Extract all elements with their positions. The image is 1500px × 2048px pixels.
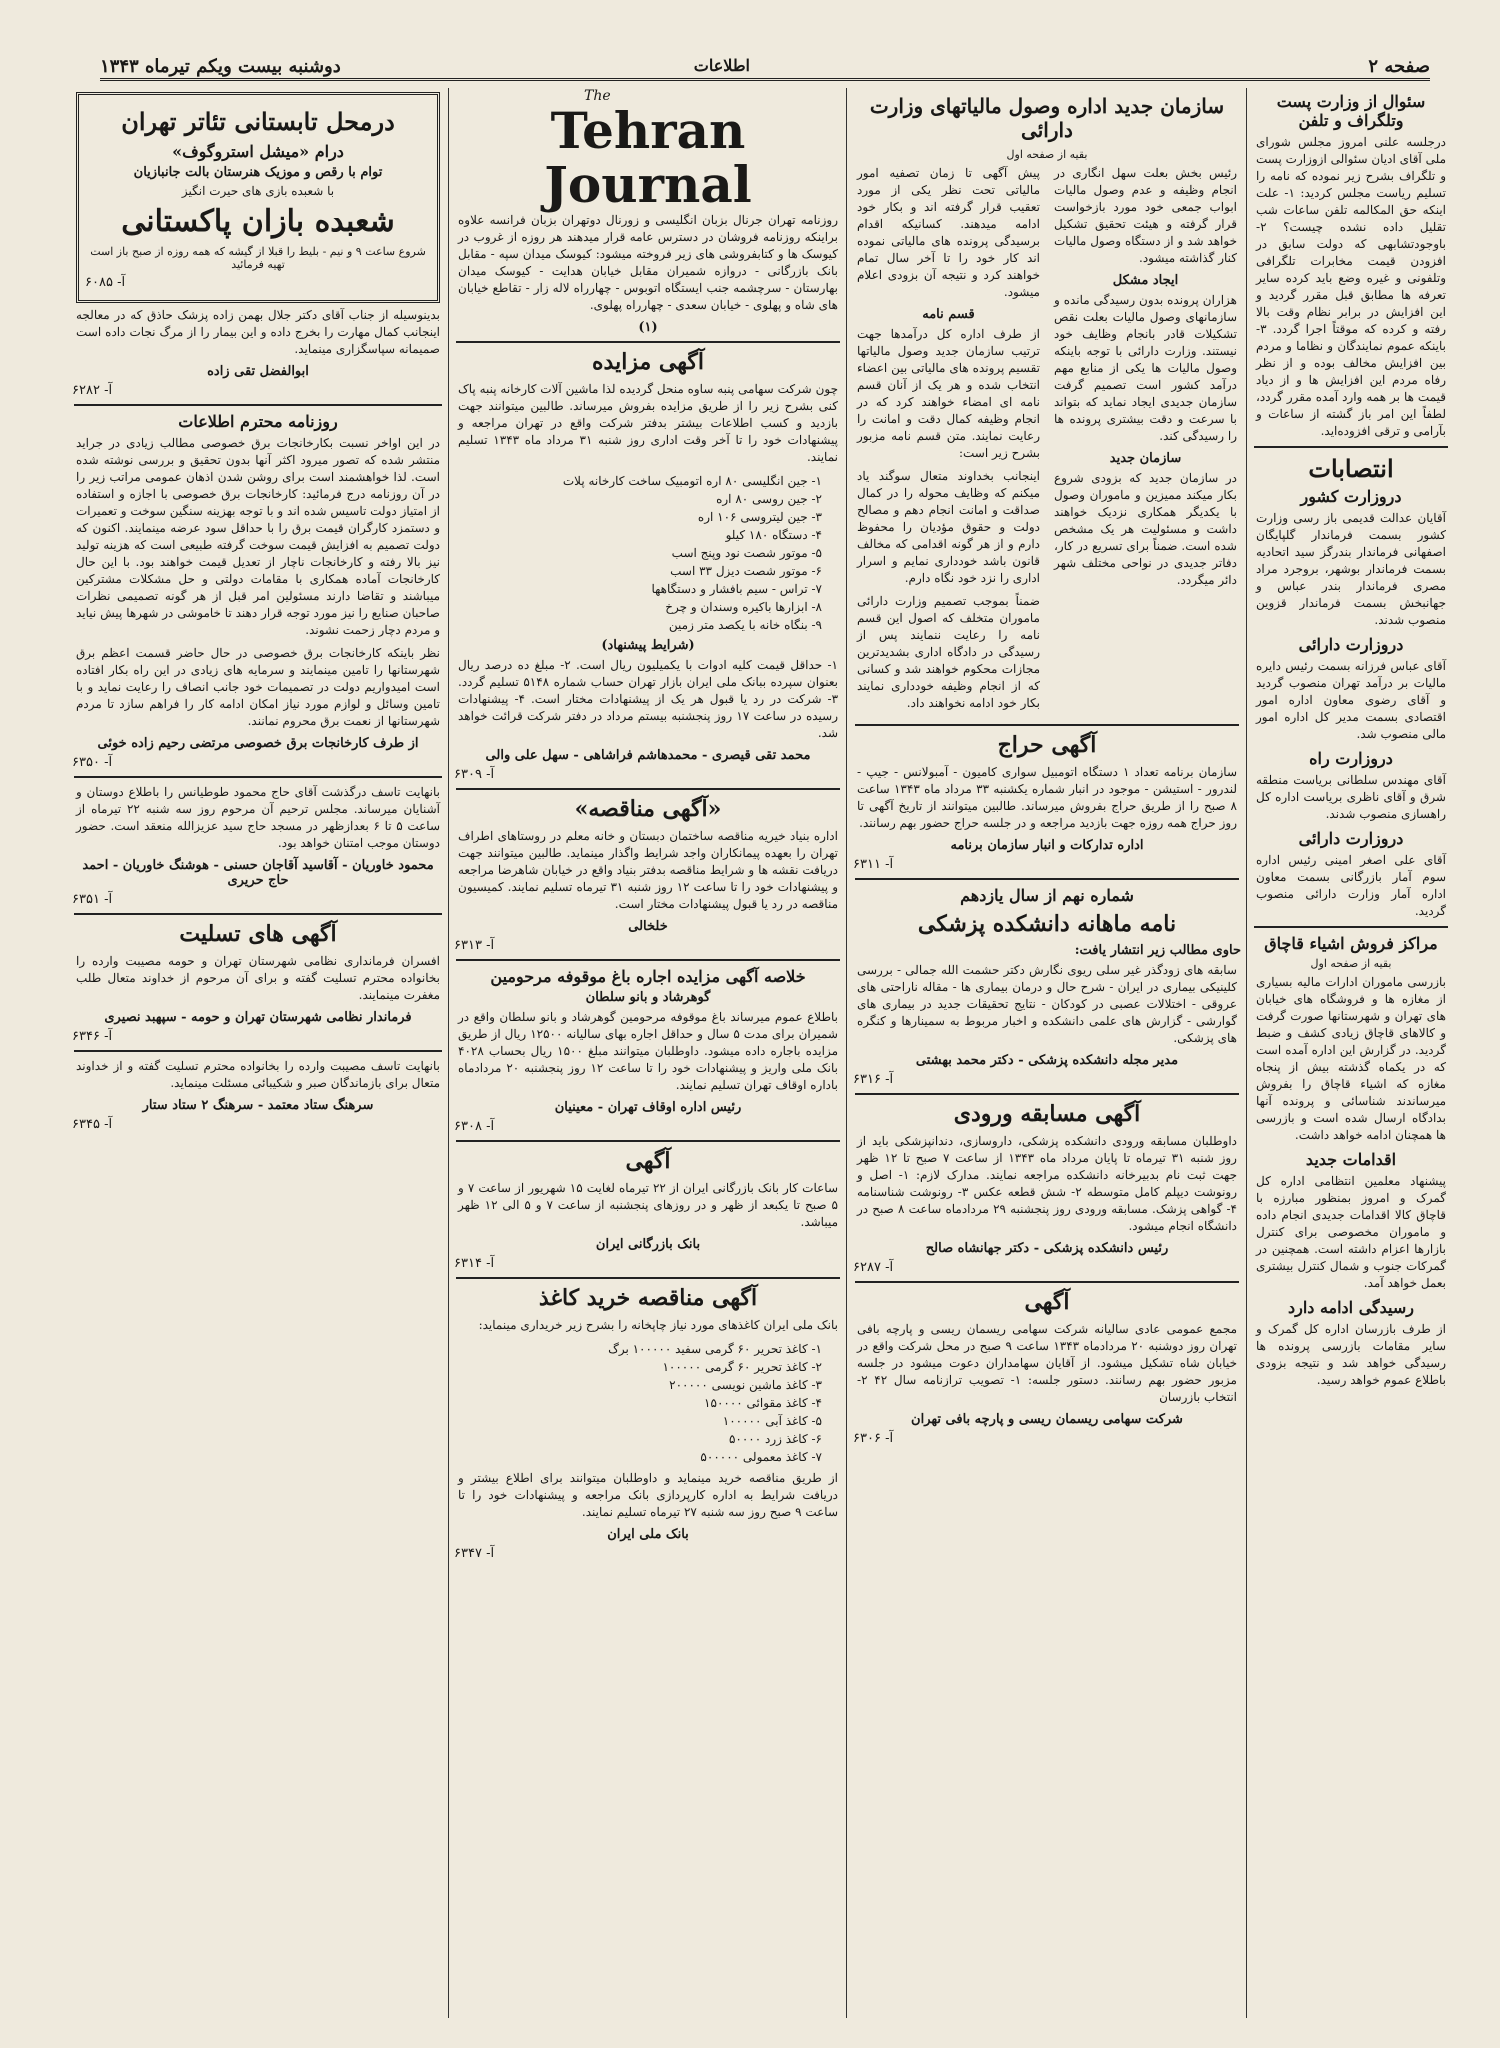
ad-body: مجمع عمومی عادی سالیانه شرکت سهامی ریسمان ریسی و پارچه بافی تهران روز دوشنبه ۲۰ مردادماه ۱۳۴۳ ساعت ۹ صبح در محل شرکت واقع در خیابان شاه تشکیل میشود. از آقایان سهامداران دعوت میشود در جلسه مزبور حضور بهم رسانند. دستور جلسه: ۱- تصویب ترازنامه سال ۴۲ ۲- انتخاب بازرسان [857,1322,1237,1404]
list-item: ۶- کاغذ زرد ۵۰۰۰۰ [728,1432,822,1446]
text-column [853,165,1044,718]
letter-body: در این اواخر نسبت بکارخانجات برق خصوصی مطالب زیادی در جراید منتشر شده که تصور میرود اکثر آنها بدون تحقیق و بررسی نوشته شده است. لذا خواهشمند است برای روشن شدن اذهان عمومی مراتب زیر را در آن روزنامه درج فرمائید: کارخانجات برق خصوصی با اجازه و استفاده از امتیاز دولت تاسیس شده اند و با توجه بهزینه سنگین سوخت و تعمیرات و دستمزد کارگران قیمت برق را با حداقل سود عرضه مینمایند. اکنون که دولت تصمیم به افزایش قیمت سوخت گرفته طبیعی است که هزینه تولید نیز بالا رفته و کارخانجات ناچار از تعدیل قیمت خواهند بود. با این حال کارخانجات آماده همکاری با مقامات دولتی و حل مشکلات مشترکین میباشند و تقاضا دارند مسئولین امر قبل از هر گونه تصمیمی نظرات صاحبان صنایع را نیز مورد توجه قرار دهند تا خاموشی در شهرها پیش نیاید و مردم دچار زحمت نشوند. [76,436,440,637]
column-news [1252,88,1450,2018]
ad-title: خلاصه آگهی مزایده اجاره باغ موقوفه مرحومین [490,967,806,986]
list-item: ۹- بنگاه خانه با یکصد متر زمین [668,618,822,632]
list-item: ۶- موتور شصت دیزل ۳۳ اسب [670,564,822,578]
list-item: ۱- جین انگلیسی ۸۰ اره اتومبیک ساخت کارخانه پلات [562,474,822,488]
subheadline: رسیدگی ادامه دارد [1287,1298,1415,1317]
two-col-text [853,165,1241,718]
ad-title: آگهی [1024,1289,1070,1315]
headline: سئوال از وزارت پست وتلگراف و تلفن [1276,92,1426,130]
subheadline: ایجاد مشکل [1112,273,1179,288]
ad-signature: خلخالی [628,919,668,934]
divider [855,878,1239,880]
ad-code: آ- ۶۳۴۷ [454,1546,495,1561]
divider [456,341,840,343]
letter-signature: از طرف کارخانجات برق خصوصی مرتضی رحیم زاده خوئی [97,736,419,751]
ad-code: آ- ۶۳۱۱ [853,857,894,872]
ad-body: بانک ملی ایران کاغذهای مورد نیاز چاپخانه را بشرح زیر خریداری مینماید: [478,1318,838,1332]
ad-headline: شعبده بازان پاکستانی [121,204,395,239]
letter-body: نظر باینکه کارخانجات برق خصوصی در حال حاضر قسمت اعظم برق شهرستانها را تامین مینمایند و سرمایه های زیادی در این راه بکار افتاده است امیدواریم دولت در تصمیمات خود جانب انصاف را رعایت نماید و با تامین وسائل و لوازم مورد نیاز امکان ادامه کار را فراهم سازد تا مردم شهرستانها از نعمت برق محروم نمانند. [76,646,440,728]
page-number: صفحه ۲ [1368,56,1430,77]
divider [855,724,1239,726]
letter-title: روزنامه محترم اطلاعات [178,412,338,431]
logo-title: Tehran Journal [544,101,752,214]
ad-code: آ- ۶۳۴۵ [72,1117,113,1132]
divider [456,1140,840,1142]
divider [74,776,442,778]
list-item: ۱- کاغذ تحریر ۶۰ گرمی سفید ۱۰۰۰۰۰ برگ [608,1342,822,1356]
tehran-journal-logo [454,88,842,212]
article-body: اینجانب بخداوند متعال سوگند یاد میکنم که وظایف محوله را در کمال صداقت و امانت انجام دهم و مصالح دولت و حقوق مؤدیان را محفوظ دارم و از هر گونه اقدامی که مخالف قانون باشد خودداری نمایم و اسرار اداری را نزد خود نگاه دارم. [857,469,1040,585]
section-title: آگهی های تسلیت [179,921,337,947]
headline: سازمان جدید اداره وصول مالیاتهای وزارت دارائی [869,94,1225,142]
ad-title: آگهی مسابقه ورودی [953,1101,1141,1127]
article-body: آقای مهندس سلطانی بریاست منطقه شرق و آقای ناظری بریاست اداره کل راهسازی منصوب شدند. [1256,773,1446,821]
ad-subheading: (شرایط پیشنهاد) [601,638,695,653]
ad-signature: اداره تدارکات و انبار سازمان برنامه [950,838,1144,853]
divider [456,788,840,790]
ad-line: شروع ساعت ۹ و نیم - بلیط را قبلا از گیشه که همه روزه از صبح باز است تهیه فرمائید [90,245,426,271]
ad-code: آ- ۶۲۸۲ [72,383,113,398]
notice-body: بانهایت تاسف درگذشت آقای حاج محمود طوطیانس را باطلاع دوستان و آشنایان میرساند. مجلس ترحیم آن مرحوم روز سه شنبه ۲۲ تیرماه از ساعت ۵ تا ۶ بعدازظهر در مسجد حاج سید عزیزالله منعقد است. حضور دوستان موجب امتنان خواهد بود. [76,785,441,850]
notice-signature: سرهنگ ستاد معتمد - سرهنگ ۲ ستاد ستار [142,1098,374,1113]
article-body: ضمناً بموجب تصمیم وزارت دارائی ماموران متخلف که اصول این قسم نامه را رعایت ننمایند پس از رسیدگی در دادگاه اداری بشدیدترین مجازات محکوم خواهند شد و کسانی که از انجام وظیفه خودداری نمایند بکار خود ادامه نخواهند داد. [857,594,1040,710]
divider [1254,926,1448,928]
article-body: بازرسی ماموران ادارات مالیه بسیاری از مغازه ها و فروشگاه های خیابان های تهران و شهرستانها صورت گرفت و کالاهای قاچاق زیادی کشف و ضبط گردید. در گزارش این اداره آمده است که در یکماه گذشته بیش از پنجاه مغازه که اشیاء قاچاق را بفروش میرساندند شناسائی و پرونده آنها بدادگاه ارسال شده است و بازرسی ها همچنان ادامه خواهد داشت. [1256,975,1446,1142]
list-item: ۵- موتور شصت نود وپنج اسب [671,546,822,560]
list-item: ۷- کاغذ معمولی ۵۰۰۰۰۰ [700,1450,822,1464]
article-body: رئیس بخش بعلت سهل انگاری در انجام وظیفه و عدم وصول مالیات ابواب جمعی خود مورد بازخواست قرار گرفته و هیئت تحقیق تشکیل خواهد شد و از دستگاه وصول مالیات کنار گذاشته میشود. [1054,166,1237,265]
notice-body: بدینوسیله از جناب آقای دکتر جلال بهمن زاده پزشک حاذق که در معالجه اینجانب کمال مهارت را بخرج داده و این بیمار را از مرگ نجات داده است صمیمانه سپاسگزاری مینماید. [76,308,440,356]
ad-title: «آگهی مناقصه» [574,796,722,822]
divider [74,404,442,406]
ad-code: آ- ۶۳۰۹ [454,767,495,782]
ad-body: سازمان برنامه تعداد ۱ دستگاه اتومبیل سواری کامیون - آمبولانس - جیپ - لندرور - استیشن - موجود در انبار شماره یکشنبه ۳۳ مرداد ماه ۱۳۴۳ ساعت ۸ صبح را از طریق حراج بفروش میرساند. طالبین میتوانند از تاریخ آگهی تا روز حراج همه روزه جهت بازدید مراجعه و در جلسه حراج حضور بهم رسانند. [857,765,1238,830]
ad-body: چون شرکت سهامی پنبه ساوه منحل گردیده لذا ماشین آلات کارخانه پنبه پاک کنی بشرح زیر را از طریق مزایده بفروش میرساند. طالبین میتوانند جهت بازدید و کسب اطلاعات بیشتر بدفتر شرکت واقع در تهران مراجعه و پیشنهادات خود را تا آخر وقت اداری روز شنبه ۳۱ مرداد ماه ۱۳۴۳ تسلیم نمایند. [458,382,838,464]
subtitle: بقیه از صفحه اول [1310,957,1392,970]
ad-signature: شرکت سهامی ریسمان ریسی و پارچه بافی تهران [911,1412,1183,1427]
text-column [1050,165,1241,718]
divider [456,959,840,961]
list-item: ۲- کاغذ تحریر ۶۰ گرمی ۱۰۰۰۰۰ [662,1360,822,1374]
ad-title: آگهی [625,1148,671,1174]
ad-subtitle: گوهرشاد و بانو سلطان [585,990,711,1005]
column-rule [846,88,847,2018]
column-rule [448,88,449,2018]
ad-code: آ- ۶۳۱۶ [853,1072,894,1087]
ad-code: آ- ۶۰۸۵ [85,275,126,290]
ad-body: داوطلبان مسابقه ورودی دانشکده پزشکی، داروسازی، دندانپزشکی باید از روز شنبه ۳۱ تیرماه تا پایان مرداد ماه ۱۳۴۳ از ساعت ۷ صبح تا ۱۲ ظهر جهت ثبت نام بدبیرخانه دانشکده مراجعه نمایند. مدارک لازم: ۱- اصل و رونوشت دیپلم کامل متوسطه ۲- شش قطعه عکس ۳- رونوشت شناسنامه ۴- گواهی پزشک. مسابقه ورودی روز پنجشنبه ۲۹ مردادماه ساعت ۸ صبح در دانشگاه انجام میشود. [857,1134,1237,1233]
ad-body: سابقه های زودگذر غیر سلی ریوی نگارش دکتر حشمت الله جمالی - بررسی کلینیکی بیماری در ایران - شرح حال و درمان بیماری ها - مقاله ناراحتی های عروقی - اختلالات عصبی در کودکان - نتایج تحقیقات جدید در بیماری های گوارشی - گزارش های علمی دانشکده و اخبار مربوط به سمینارها و کنگره های پزشکی. [857,963,1237,1045]
list-item: ۳- جین لیتروسی ۱۰۶ اره [697,510,822,524]
ad-code: آ- ۶۳۰۶ [853,1431,894,1446]
list-item: ۲- جین روسی ۸۰ اره [716,492,822,506]
article-body: پیش آگهی تا زمان تصفیه امور مالیاتی تحت نظر یکی از مورد تعقیب قرار گرفته اند و بکار خود ادامه میدهند. کسانیکه اقدام برسیدگی پرونده های مالیاتی نموده اند کار خود را تا آخر سال تمام خواهند کرد و نتیجه آن بزودی اعلام میشود. [857,166,1040,299]
article-body: آقای علی اصغر امینی رئیس اداره سوم آمار بازرگانی بسمت معاون اداره آمار وزارت دارائی منصوب گردید. [1256,853,1446,918]
ad-line: با شعبده بازی های حیرت انگیز [181,184,335,198]
logo-the: The [584,88,611,104]
ad-body: از طریق مناقصه خرید مینماید و داوطلبان میتوانند برای اطلاع بیشتر و دریافت شرایط به اداره کارپردازی بانک مراجعه و پیشنهادات خود را تا ساعت ۹ صبح روز سه شنبه ۲۷ تیرماه تسلیم نمایند. [458,1471,838,1519]
ad-title: آگهی حراج [997,732,1097,758]
divider [74,1050,442,1052]
article-body: از طرف اداره کل درآمدها جهت ترتیب سازمان جدید وصول مالیاتها تقسیم پرونده های مالیاتی بین اعضاء انتخاب شده و هر یک از آنان قسم نامه ای امضاء خواهند کرد که در انجام وظیفه کمال دقت و امانت را رعایت نمایند. متن قسم نامه مزبور بشرح زیر است: [857,327,1040,460]
notice-signature: ابوالفضل تقی زاده [207,364,309,379]
ad-title: آگهی مزایده [592,349,704,375]
ad-signature: رئیس اداره اوقاف تهران - معینیان [554,1100,742,1115]
notice-signature: محمود خاوریان - آقاسید آقاجان حسنی - هوشنگ خاوریان - احمد حاج حریری [82,858,434,888]
article-body: از طرف بازرسان اداره کل گمرک و سایر مقامات بازرسی پرونده ها رسیدگی خواهد شد و نتیجه بزودی باطلاع عموم خواهد رسید. [1256,1322,1446,1387]
item-list [474,1340,822,1466]
section-title: انتصابات [1308,454,1394,483]
page-header [100,52,1430,81]
issue-date: دوشنبه بیست ویکم تیرماه ۱۳۴۳ [100,56,341,77]
ad-subtitle: حاوی مطالب زیر انتشار یافت: [1074,943,1241,958]
ad-code: آ- ۶۳۵۱ [72,892,113,907]
subheadline: دروزارت کشور [1300,487,1402,506]
ad-code: آ- ۶۳۱۴ [454,1256,495,1271]
list-item: ۴- دستگاه ۱۸۰ کیلو [725,528,822,542]
subheadline: اقدامات جدید [1305,1150,1397,1169]
article-body: پیشنهاد معلمین انتظامی اداره کل گمرک و امروز بمنظور مبارزه با قاچاق کالا اقدامات جدیدی انجام داده و ماموران مخصوصی برای کنترل بازارها اعزام داشته است. همچنین در گمرکات جنوب و شمال کنترل بیشتری بعمل خواهد آمد. [1256,1174,1446,1290]
column-rule [1246,88,1247,2018]
list-item: ۵- کاغذ آبی ۱۰۰۰۰۰ [722,1414,822,1428]
ad-title: درمحل تابستانی تئاتر تهران [121,107,395,136]
notice-signature: فرماندار نظامی شهرستان تهران و حومه - سپهبد نصیری [104,1010,412,1025]
ad-body: ساعات کار بانک بازرگانی ایران از ۲۲ تیرماه لغایت ۱۵ شهریور از ساعت ۷ و ۵ صبح تا یکبعد از ظهر و در روزهای پنجشنبه از ساعت ۷ و ۵ الی ۱۲ ظهر میباشد. [458,1181,839,1229]
subheadline: سازمان جدید [1109,451,1182,466]
ad-code: آ- ۶۳۴۶ [72,1029,113,1044]
subheadline: دروزارت دارائی [1298,829,1404,848]
headline: مراکز فروش اشیاء قاچاق [1264,934,1438,953]
divider [456,1277,840,1279]
ad-code: آ- ۶۳۱۳ [454,938,495,953]
article-body: آقای عباس فرزانه بسمت رئیس دایره مالیات بر درآمد تهران منصوب گردید و آقای رضوی معاون اداره امور اقتصادی بسمت مدیر کل اداره امور مالی منصوب شد. [1256,659,1446,741]
article-body: هزاران پرونده بدون رسیدگی مانده و سازمانهای وصول مالیات بعلت نقص تشکیلات قادر بانجام وظایف خود نیستند. وزارت دارائی با توجه باینکه وصول مالیات ها یکی از منابع مهم درآمد کشور است تصمیم گرفت سازمان جدیدی ایجاد نماید که بتواند با سرعت و دقت بیشتری پرونده ها را رسیدگی کند. [1054,293,1237,443]
ad-signature: مدیر مجله دانشکده پزشکی - دکتر محمد بهشتی [915,1053,1179,1068]
item-list [474,472,822,634]
divider [1254,446,1448,448]
article-body: آقایان عدالت قدیمی باز رسی وزارت کشور بسمت فرماندار گلپایگان اصفهانی فرماندار بندرگز سید اتحادیه بسمت فرماندار بوشهر، بروجرد مراد مصری فرماندار بندر عباس و جهانبخش بسمت فرماندار قزوین منصوب شدند. [1256,511,1446,627]
ad-title: نامه ماهانه دانشکده پزشکی [917,911,1177,937]
column-notices [72,88,444,2018]
ad-body: باطلاع عموم میرساند باغ موقوفه مرحومین گوهرشاد و بانو سلطان واقع در شمیران برای مدت ۵ سال و حداقل اجاره بهای سالیانه ۱۲۵۰۰ ریال از طریق مزایده باجاره داده میشود. داوطلبان میتوانند مبلغ ۱۵۰۰ ریال بحساب ۴۰۲۸ بانک ملی واریز و پیشنهادات خود را تا ساعت ۱۲ روز پنجشنبه ۲۰ مردادماه باداره اوقاف تهران تسلیم نمایند. [458,1010,838,1092]
ad-body: اداره بنیاد خیریه مناقصه ساختمان دبستان و خانه معلم در روستاهای اطراف تهران را بعهده پیمانکاران واجد شرایط واگذار مینماید. طالبین میتوانند جهت دریافت نقشه ها و شرایط مناقصه بدفتر بنیاد واقع در خیابان شاهرضا مراجعه و پیشنهادات خود را تا ساعت ۱۲ روز شنبه ۳۱ تیرماه تسلیم نمایند. کمیسیون مناقصه در رد یا قبول پیشنهادات مختار است. [458,829,839,911]
ad-note: (۱) [638,320,658,335]
ad-code: آ- ۶۳۰۸ [454,1119,495,1134]
subtitle: بقیه از صفحه اول [1006,148,1088,161]
notice-body: افسران فرمانداری نظامی شهرستان تهران و حومه مصیبت وارده را بخانواده محترم تسلیت گفته و برای آن مرحوم از خداوند متعال طلب مغفرت مینمایند. [76,954,440,1002]
divider [855,1281,1239,1283]
ad-heading: شماره نهم از سال یازدهم [960,886,1134,905]
ad-code: آ- ۶۲۸۷ [853,1260,894,1275]
divider [855,1093,1239,1095]
ad-signature: رئیس دانشکده پزشکی - دکتر جهانشاه صالح [925,1241,1169,1256]
ad-signature: بانک بازرگانی ایران [595,1237,701,1252]
ad-body: ۱- حداقل قیمت کلیه ادوات با یکمیلیون ریال است. ۲- مبلغ ده درصد ریال بعنوان سپرده ببانک ملی ایران بازار تهران حساب شماره ۵۱۴۸ تسلیم گردد. ۳- شرکت در رد یا قبول هر یک از پیشنهادات مختار است. ۴- پیشنهادات رسیده در ساعت ۱۷ روز پنجشنبه بیستم مرداد در دفتر شرکت قرائت خواهد شد. [458,658,839,740]
ad-title: آگهی مناقصه خرید کاغذ [538,1285,758,1311]
notice-body: بانهایت تاسف مصیبت وارده را بخانواده محترم تسلیت گفته و از خداوند متعال برای بازماندگان صبر و شکیبائی مسئلت مینماید. [76,1059,440,1090]
ad-code: آ- ۶۳۵۰ [72,755,113,770]
divider [74,913,442,915]
ad-signature: محمد تقی قیصری - محمدهاشم فراشاهی - سهل علی والی [485,748,811,763]
subheadline: قسم نامه [922,307,975,322]
theater-ad-box [76,92,440,303]
list-item: ۳- کاغذ ماشین نویسی ۲۰۰۰۰۰ [669,1378,822,1392]
subheadline: دروزارت دارائی [1298,635,1404,654]
article-body: درجلسه علنی امروز مجلس شورای ملی آقای ادیان سئوالی ازوزارت پست و تلگراف بشرح زیر نموده که نامه را تسلیم ریاست مجلس کردید: ۱- علت اینکه حق المکالمه تلفن ساعات شب تقلیل داده نشده چیست؟ ۲- باوجودتشابهی که دولت سابق در افزودن قیمت مخابرات تلگرافی وتلفونی و غیره وضع باید کرده سایر تعرفه ها مطابق قبل مقرر گردید و این افزایش در برابر نظام وقت بالا رفته و کرده که موقتاً اجرا گردد. ۳- باینکه عموم نمایندگان و نظاما و مردم بین افزایش مخالف بوده و از نظر رفاه مردم این افزایش ها و از دیاد قیمت ها بر همه وارد آمده مقرر گردد، لطفاً این امر باز گشته از ساعات و بآرامی و ترقی افزوده‌اید. [1256,135,1446,438]
masthead-name: اطلاعات [693,56,750,75]
ad-line: توام با رقص و موزیک هنرستان بالت جانبازیان [133,165,383,180]
column-ads [454,88,842,2018]
subheadline: دروزارت راه [1309,749,1393,768]
article-body: در سازمان جدید که بزودی شروع بکار میکند ممیزین و ماموران وصول با یکدیگر همکاری نزدیک خواهند داشت و مسئولیت هر یک مشخص شده است. ضمناً برای تسریع در کار، دفاتر جدیدی در نواحی مختلف شهر دائر میگردد. [1054,471,1237,587]
list-item: ۴- کاغذ مقوائی ۱۵۰۰۰۰ [704,1396,822,1410]
ad-signature: بانک ملی ایران [607,1527,689,1542]
list-item: ۷- تراس - سیم بافشار و دستگاهها [651,582,822,596]
list-item: ۸- ابزارها باکیره وسندان و چرخ [665,600,822,614]
ad-body: روزنامه تهران جرنال بزبان انگلیسی و زورنال دوتهران بزبان فرانسه علاوه براینکه روزنامه فروشان در دسترس عامه قرار میدهند هر روزه از غروب در کیوسک ها و کتابفروشی های زیر فروخته میشود: کیوسک میدان سپه - مقابل بانک بازرگانی - دروازه شمیران مقابل خیابان هدایت - کیوسک میدان بهارستان - سرچشمه جنب ایستگاه اتوبوس - چهارراه لاله زار - تقاطع خیابان های شاه و پهلوی - خیابان سعدی - چهارراه پهلوی. [458,213,838,312]
column-finance [853,88,1241,2018]
ad-line: درام «میشل استروگوف» [172,142,344,161]
